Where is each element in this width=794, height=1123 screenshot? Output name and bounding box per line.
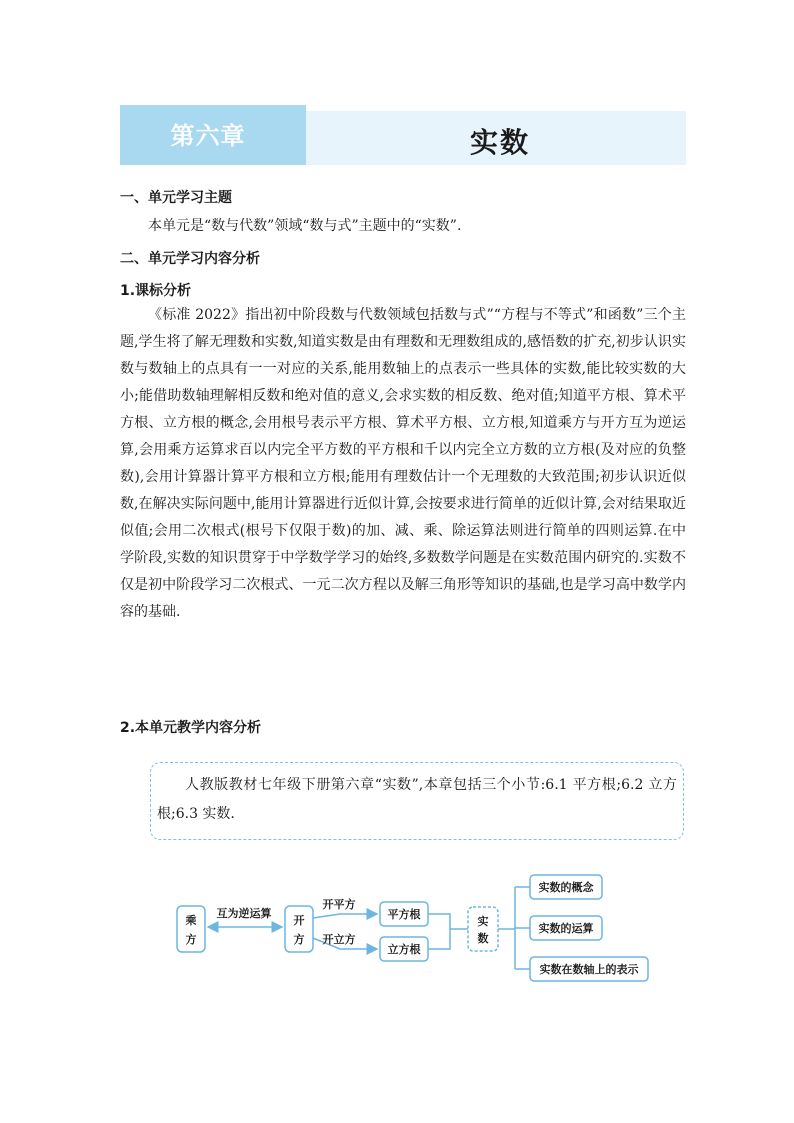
node-sqrt-label: 平方根: [387, 908, 421, 921]
edge-inverse-label: 互为逆运算: [216, 907, 272, 920]
node-real-char-2: 数: [477, 932, 489, 945]
branch-bracket: [498, 887, 530, 969]
section-heading-1: 一、单元学习主题: [120, 190, 232, 206]
edge-square-path: [313, 914, 377, 918]
content-summary-text: 人教版教材七年级下册第六章“实数”,本章包括三个小节:6.1 平方根;6.2 立方根;6.3 实数.: [157, 777, 677, 822]
node-real-char-1: 实: [477, 915, 489, 928]
section-1-text: 本单元是“数与代数”领域“数与式”主题中的“实数”.: [148, 218, 462, 234]
branch-ops-label: 实数的运算: [538, 922, 594, 935]
edge-square-label: 开平方: [322, 898, 356, 911]
chapter-title: 实数: [470, 126, 531, 159]
subsection-heading-1: 1.课标分析: [120, 283, 192, 299]
branch-concept-label: 实数的概念: [538, 881, 594, 894]
chapter-label: 第六章: [170, 121, 246, 150]
edge-cube-label: 开立方: [322, 933, 356, 946]
merge-bracket: [428, 914, 468, 949]
node-power-char-2: 方: [185, 933, 197, 946]
branch-axis-label: 实数在数轴上的表示: [539, 963, 639, 976]
node-root-char-2: 方: [293, 933, 305, 946]
standards-analysis-text: 《标准 2022》指出初中阶段数与代数领域包括数与式”“方程与不等式”和函数”三个主题,学生将了解无理数和实数,知道实数是由有理数和无理数组成的,感悟数的扩充,初步认识实数与数轴上的点具有一一对应的关系,能用数轴上的点表示一些具体的实数,能比较实数的大小;能借助数轴理解相反数和绝对值的意义,会求实数的相反数、绝对值;知道平方根、算术平方根、立方根的概念,会用根号表示平方根、算术平方根、立方根,知道乘方与开方互为逆运算,会用乘方运算求百以内完全平方数的平方根和千以内完全立方数的立方根(及对应的负整数),会用计算器计算平方根和立方根;能用有理数估计一个无理数的大致范围;初步认识近似数,在解决实际问题中,能用计算器进行近似计算,会按要求进行简单的近似计算,会对结果取近似值;会用二次根式(根号下仅限于数)的加、减、乘、除运算法则进行简单的四则运算.在中学阶段,实数的知识贯穿于中学数学学习的始终,多数数学问题是在实数范围内研究的.实数不仅是初中阶段学习二次根式、一元二次方程以及解三角形等知识的基础,也是学习高中数学内容的基础.: [120, 307, 686, 620]
section-heading-2: 二、单元学习内容分析: [120, 251, 260, 267]
node-power-char-1: 乘: [185, 914, 197, 927]
subsection-heading-2: 2.本单元教学内容分析: [120, 720, 262, 736]
node-root-char-1: 开: [293, 914, 305, 927]
node-cbrt-label: 立方根: [387, 943, 421, 956]
